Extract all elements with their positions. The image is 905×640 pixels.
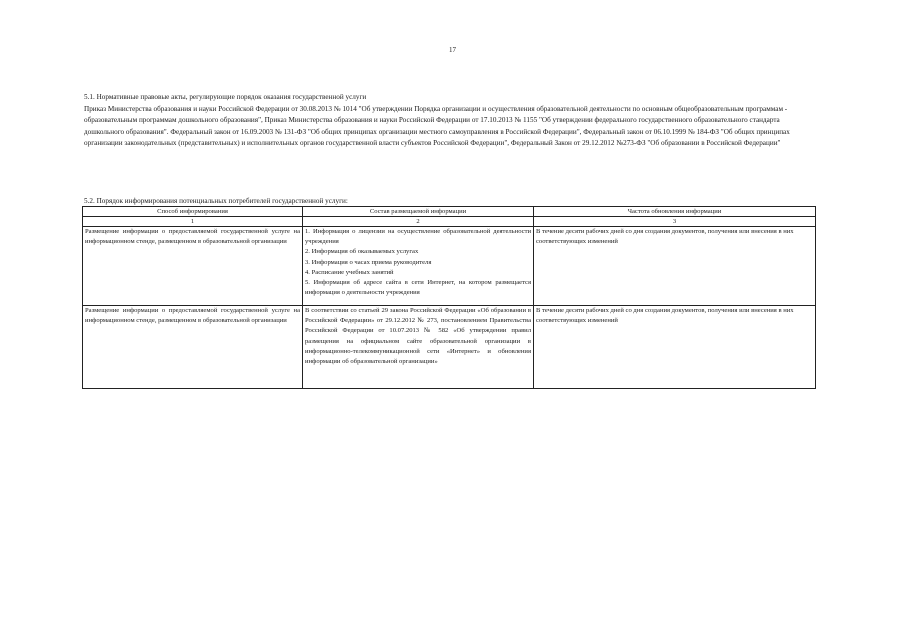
header-method: Способ информирования bbox=[83, 207, 303, 217]
method-cell: Размещение информации о предоставляемой государственной услуге на информационном стенде, размещенном в образовательной организации bbox=[83, 227, 303, 306]
column-number: 1 bbox=[83, 217, 303, 227]
table-header-row bbox=[83, 207, 816, 217]
section-5-1-body: Приказ Министерства образования и науки Российской Федерации от 30.08.2013 № 1014 "Об утверждении Порядка организации и осуществления образовательной деятельности по основным общеобразовательным программам - образовательным программам дошкольного образования", Приказ Министерства образования и науки Российской Федерации от 17.10.2013 № 1155 "Об утверждении федерального государственного образовательного стандарта дошкольного образования". Федеральный закон от 16.09.2003 № 131-ФЗ "Об общих принципах организации местного самоуправления в Российской Федерации", Федеральный закон от 06.10.1999 № 184-ФЗ "Об общих принципах организации законодательных (представительных) и исполнительных органов государственной власти субъектов Российской Федерации", Федеральный Закон от 29.12.2012 №273-ФЗ "Об образовании в Российской Федерации" bbox=[84, 104, 790, 148]
header-content: Состав размещаемой информации bbox=[303, 207, 534, 217]
table-row bbox=[83, 306, 816, 389]
content-cell bbox=[303, 227, 534, 306]
content-item: 4. Расписание учебных занятий bbox=[305, 268, 394, 276]
frequency-cell: В течение десяти рабочих дней со дня создания документов, получения или внесения в них соответствующих изменений bbox=[534, 306, 816, 389]
content-cell: В соответствии со статьей 29 закона Российской Федерации «Об образовании в Российской Федерации» от 29.12.2012 № 273, постановлением Правительства Российской Федерации от 10.07.2013 № 582 «Об утверждении правил размещения на официальном сайте образовательной организации в информационно-телекоммуникационной сети «Интернет» и обновления информации об образовательной организации» bbox=[303, 306, 534, 389]
method-cell: Размещение информации о предоставляемой государственной услуге на информационном стенде, размещенном в образовательной организации bbox=[83, 306, 303, 389]
column-number: 3 bbox=[534, 217, 816, 227]
content-item: 1. Информация о лицензии на осуществление образовательной деятельности учреждения bbox=[305, 228, 531, 246]
frequency-cell: В течение десяти рабочих дней со дня создания документов, получения или внесения в них соответствующих изменений bbox=[534, 227, 816, 306]
content-item: 5. Информация об адресе сайта в сети Интернет, на котором размещается информация о деятельности учреждения bbox=[305, 279, 531, 297]
section-5-1-title: 5.1. Нормативные правовые акты, регулирующие порядок оказания государственной услуги bbox=[84, 93, 367, 101]
page-number: 17 bbox=[449, 46, 456, 54]
table-row bbox=[83, 227, 816, 306]
section-5-2-title: 5.2. Порядок информирования потенциальных потребителей государственной услуги: bbox=[84, 197, 348, 205]
content-item: 2. Информация об оказываемых услугах bbox=[305, 248, 419, 256]
header-frequency: Частота обновления информации bbox=[534, 207, 816, 217]
column-number-row bbox=[83, 217, 816, 227]
column-number: 2 bbox=[303, 217, 534, 227]
content-item: 3. Информация о часах приема руководителя bbox=[305, 258, 432, 266]
informing-table bbox=[82, 206, 816, 389]
section-5-1 bbox=[84, 92, 814, 150]
